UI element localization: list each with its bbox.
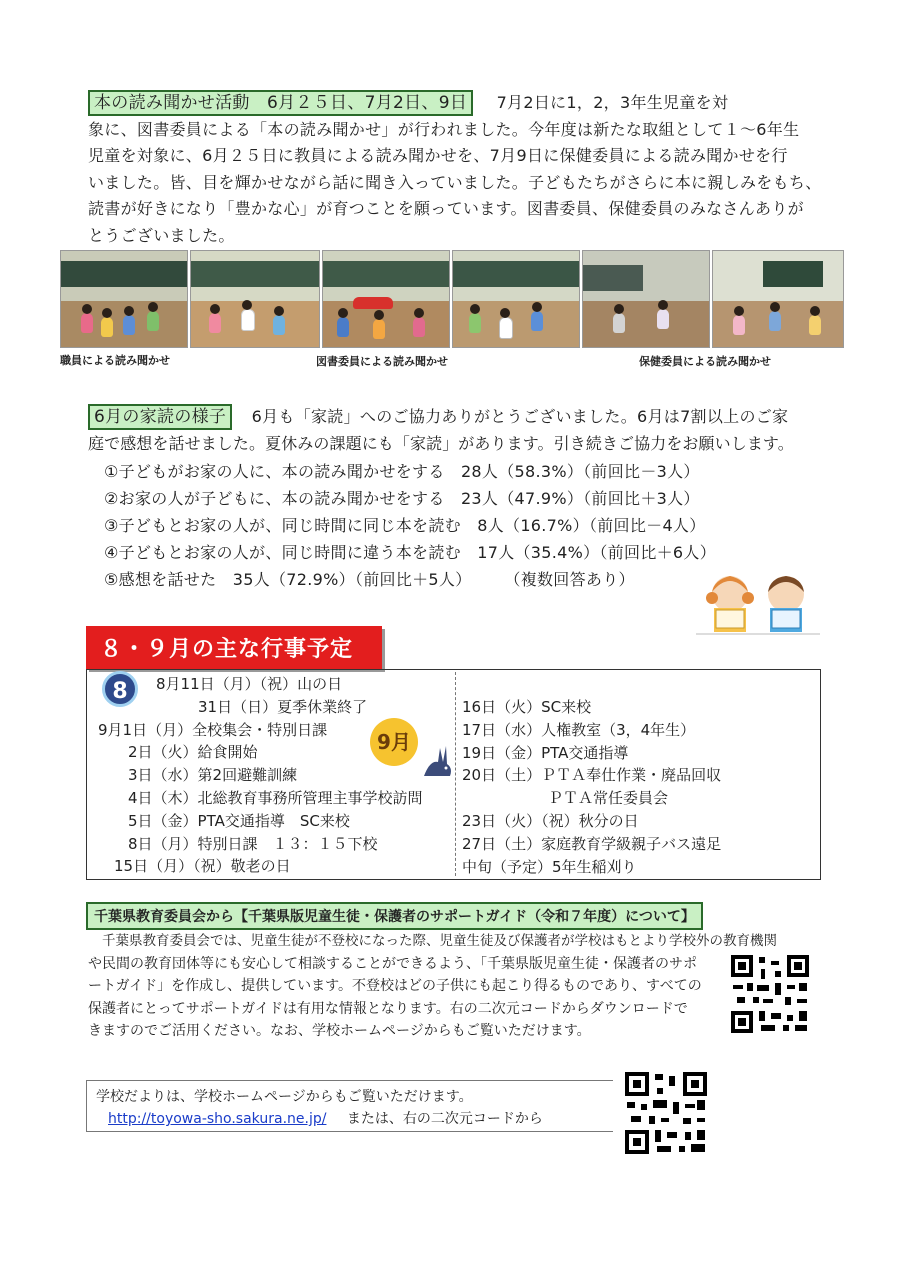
kadoku-line: 6月も「家読」へのご協力ありがとうございました。6月は7割以上のご家: [251, 407, 789, 426]
footer-line: または、右の二次元コードから: [346, 1111, 543, 1127]
schedule-entry: 16日（火）SC来校: [462, 698, 592, 716]
kadoku-list: [104, 458, 716, 593]
school-website-link[interactable]: http://toyowa-sho.sakura.ne.jp/: [108, 1111, 327, 1127]
photo-staff-reading: [60, 250, 188, 348]
photo-library-reading-3: [452, 250, 580, 348]
guide-line: 千葉県教育委員会では、児童生徒が不登校になった際、児童生徒及び保護者が学校はもとより学校外の教育機関: [102, 933, 777, 949]
kadoku-item: ③子どもとお家の人が、同じ時間に同じ本を読む 8人（16.7%）（前回比－4人）: [104, 516, 706, 535]
guide-line: ートガイド」を作成し、提供しています。不登校はどの子供にも起こり得るものであり、すべての: [88, 978, 702, 994]
september-badge-label: 9月: [377, 730, 411, 754]
schedule-entry: 17日（水）人権教室（3，4年生）: [462, 720, 696, 739]
schedule-title: ８・９月の主な行事予定: [86, 626, 382, 669]
kadoku-item: ④子どもとお家の人が、同じ時間に違う本を読む 17人（35.4%）（前回比＋6人）: [104, 543, 717, 562]
schedule-entry: 中旬（予定）5年生稲刈り: [462, 857, 637, 876]
guide-line: きますのでご活用ください。なお、学校ホームページからもご覧いただけます。: [88, 1023, 591, 1039]
reading-children-illustration: [696, 568, 820, 636]
kadoku-item: ⑤感想を話せた 35人（72.9%）（前回比＋5人） （複数回答あり）: [104, 570, 635, 589]
guide-line: 保護者にとってサポートガイドは有用な情報となります。右の二次元コードからダウンロードで: [88, 1000, 688, 1017]
kadoku-heading: 6月の家読の様子: [88, 404, 232, 430]
reading-heading: 本の読み聞かせ活動 6月２５日、7月2日、9日: [88, 90, 473, 116]
schedule-entry: 3日（水）第2回避難訓練: [128, 766, 298, 785]
guide-line: や民間の教育団体等にも安心して相談することができるよう、「千葉県版児童生徒・保護者のサポ: [88, 955, 697, 972]
reading-section: [88, 90, 828, 249]
reading-line: 読書が好きになり「豊かな心」が育つことを願っています。図書委員、保健委員のみなさんありが: [88, 199, 804, 218]
guide-body: [88, 930, 828, 1043]
schedule-entry: 5日（金）PTA交通指導 SC来校: [128, 811, 350, 830]
photo-caption: 職員による読み聞かせ: [60, 354, 170, 367]
photo-health-reading-1: [582, 250, 710, 348]
schedule-entry: 15日（月）（祝）敬老の日: [114, 857, 291, 876]
school-site-qr-code[interactable]: [625, 1072, 707, 1154]
schedule-entry: 31日（日）夏季休業終了: [198, 697, 368, 716]
schedule-entry: 4日（木）北総教育事務所管理主事学校訪問: [128, 788, 423, 807]
reading-line: 児童を対象に、6月２５日に教員による読み聞かせを、7月9日に保健委員による読み聞かせを行: [88, 146, 788, 165]
reading-line: 7月2日に1，2，3年生児童を対: [496, 93, 729, 112]
kadoku-item: ①子どもがお家の人に、本の読み聞かせをする 28人（58.3%）（前回比－3人）: [104, 462, 700, 481]
schedule-entry: 27日（土）家庭教育学級親子バス遠足: [462, 834, 722, 853]
reading-line: 象に、図書委員による「本の読み聞かせ」が行われました。今年度は新たな取組として１～6年生: [88, 119, 800, 139]
reading-line: いました。皆、目を輝かせながら話に聞き入っていました。子どもたちがさらに本に親しみをもち、: [88, 172, 822, 192]
photo-caption: 保健委員による読み聞かせ: [639, 355, 771, 368]
kadoku-item: ②お家の人が子どもに、本の読み聞かせをする 23人（47.9%）（前回比＋3人）: [104, 489, 700, 508]
footer-text: [96, 1086, 543, 1130]
schedule-entry: 20日（土）ＰＴＡ奉仕作業・廃品回収: [462, 766, 722, 785]
rabbit-moon-icon: [420, 740, 456, 780]
footer-line: 学校だよりは、学校ホームページからもご覧いただけます。: [96, 1089, 473, 1105]
schedule-right-column: [462, 696, 721, 878]
schedule-entry: 19日（金）PTA交通指導: [462, 743, 629, 762]
august-badge-label: 8: [112, 679, 128, 704]
photo-health-reading-2: [712, 250, 844, 348]
photo-library-reading-2: [322, 250, 450, 348]
schedule-left-column: [86, 673, 423, 878]
schedule-entry: 23日（火）（祝）秋分の日: [462, 811, 639, 830]
schedule-entry: 9月1日（月）全校集会・特別日課: [98, 720, 328, 739]
kadoku-line: 庭で感想を話せました。夏休みの課題にも「家読」があります。引き続きご協力をお願いします。: [88, 433, 794, 453]
schedule-entry: 2日（火）給食開始: [128, 743, 258, 762]
schedule-entry: 8日（月）特別日課 １３：１５下校: [128, 834, 378, 853]
photo-library-reading-1: [190, 250, 320, 348]
kadoku-section: [88, 404, 828, 457]
schedule-entry: ＰＴＡ常任委員会: [548, 789, 669, 808]
support-guide-qr-code[interactable]: [731, 955, 809, 1033]
schedule-entry: 8月11日（月）（祝）山の日: [156, 675, 343, 693]
photo-caption: 図書委員による読み聞かせ: [316, 355, 448, 368]
reading-line: とうございました。: [88, 225, 235, 245]
guide-heading: 千葉県教育委員会から【千葉県版児童生徒・保護者のサポートガイド（令和７年度）について】: [86, 902, 703, 930]
